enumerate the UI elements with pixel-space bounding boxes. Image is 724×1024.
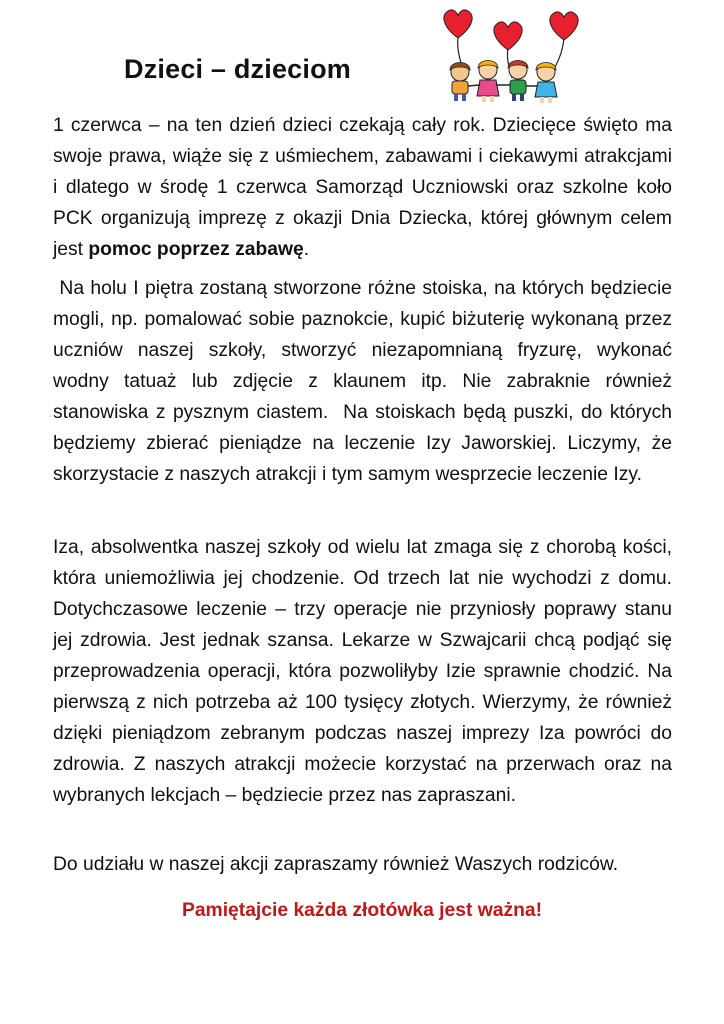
paragraph-intro: 1 czerwca – na ten dzień dzieci czekają cały rok. Dziecięce święto ma swoje prawa, wiąże się z uśmiechem, zabawami i ciekawymi atrakcjami i dlatego w środę 1 czerwca Samorząd Uczniowski oraz szkolne koło PCK organizują imprezę z okazji Dnia Dziecka, której głównym celem jest pomoc poprzez zabawę. — [53, 115, 672, 260]
closing-appeal: Pamiętajcie każda złotówka jest ważna! — [181, 900, 543, 921]
paragraph-stands: Na holu I piętra zostaną stworzone różne stoiska, na których będziecie mogli, np. pomalować sobie paznokcie, kupić biżuterię wykonaną przez uczniów naszej szkoły, stworzyć niezapomnianą fryzurę, wykonać wodny tatuaż lub zdjęcie z klaunem itp. Nie zabraknie również stanowiska z pysznym ciastem. Na stoiskach będą puszki, do których będziemy zbierać pieniądze na leczenie Izy Jaworskiej. Liczymy, że skorzystacie z naszych atrakcji i tym samym wesprzecie leczenie Izy. — [53, 278, 678, 485]
paragraph-iza-story: Iza, absolwentka naszej szkoły od wielu lat zmaga się z chorobą kości, która uniemożliwia jej chodzenie. Od trzech lat nie wychodzi z domu. Dotychczasowe leczenie – trzy operacje nie przyniosły poprawy stanu jej zdrowia. Jest jednak szansa. Lekarze w Szwajcarii chcą podjąć się przeprowadzenia operacji, która pozwoliłyby Izie sprawnie chodzić. Na pierwszą z nich potrzeba aż 100 tysięcy złotych. Wierzymy, że również dzięki pieniądzom zebranym podczas naszej imprezy Iza powróci do zdrowia. Z naszych atrakcji możecie korzystać na przerwach oraz na wybranych lekcjach – będziecie przez nas zapraszani. — [53, 537, 672, 806]
page-title: Dzieci – dzieciom — [124, 54, 351, 84]
children-with-heart-balloons-clipart-icon — [436, 6, 582, 104]
bold-highlight: pomoc poprzez zabawę — [88, 239, 304, 260]
paragraph-invitation: Do udziału w naszej akcji zapraszamy również Waszych rodziców. — [53, 854, 619, 875]
